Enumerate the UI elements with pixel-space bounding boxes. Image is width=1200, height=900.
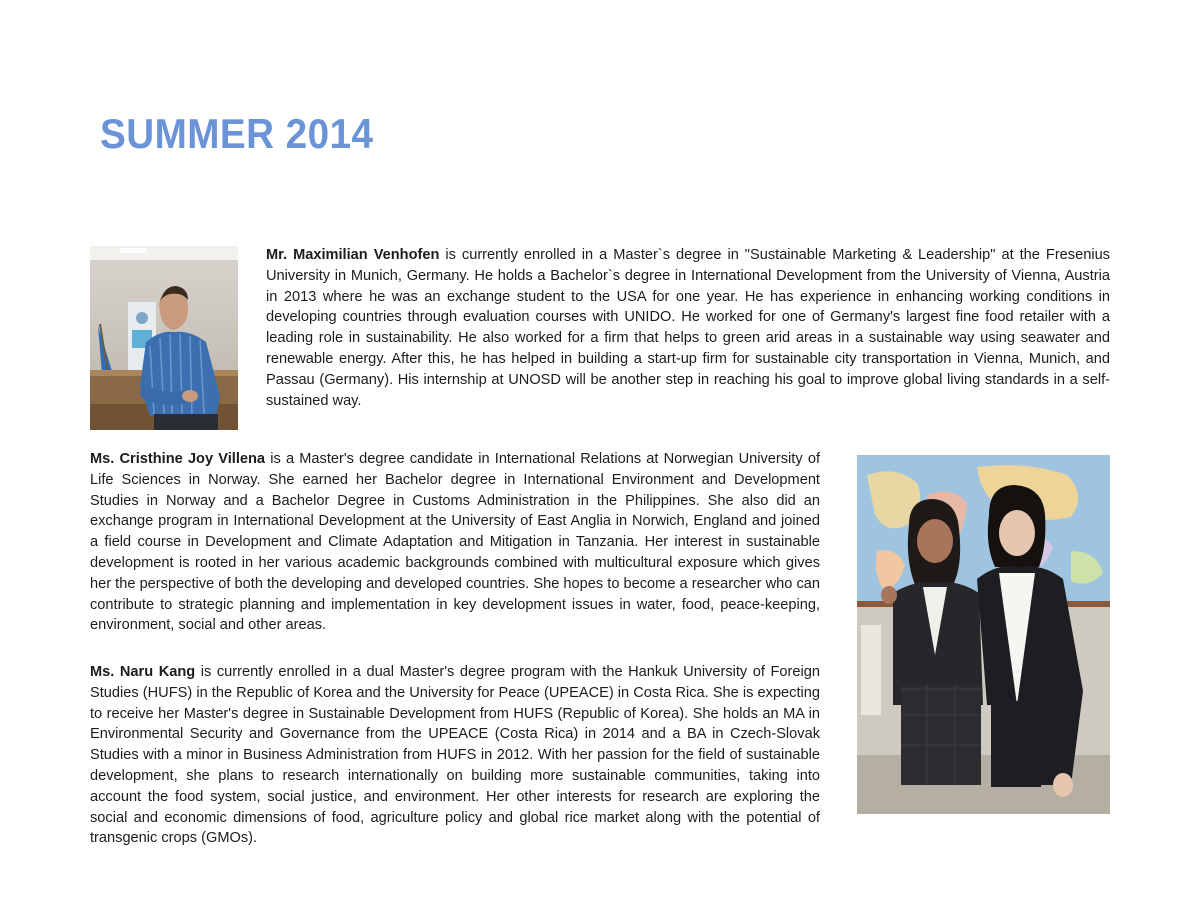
portrait-photo-venhofen: [90, 246, 238, 430]
bio-name: Ms. Naru Kang: [90, 664, 196, 680]
bio-name: Ms. Cristhine Joy Villena: [90, 451, 266, 467]
page-title: SUMMER 2014: [100, 110, 374, 157]
bio-kang: [90, 662, 820, 849]
bio-villena: [90, 449, 820, 636]
bio-body: is currently enrolled in a Master`s degree in "Sustainable Marketing & Leadership" at the Fresenius University in Munich, Germany. He holds a Bachelor`s degree in International Development from the University of Vienna, Austria in 2013 where he was an exchange student to the USA for one year. He has experience in enhancing working conditions in developing countries through evaluation courses with UNIDO. He worked for one of Germany's largest fine food retailer with a leading role in sustainability. He also worked for a firm that helps to green arid areas in a sustainable way using seawater and renewable energy. After this, he has helped in building a start-up firm for sustainable city transportation in Vienna, Munich, and Passau (Germany). His internship at UNOSD will be another step in reaching his goal to improve global living standards in a self-sustained way.: [266, 247, 1110, 409]
bio-name: Mr. Maximilian Venhofen: [266, 247, 440, 263]
portrait-photo-villena-kang: [857, 455, 1110, 814]
bio-body: is currently enrolled in a dual Master's degree program with the Hankuk University of Foreign Studies (HUFS) in the Republic of Korea and the University for Peace (UPEACE) in Costa Rica. She is expecting to receive her Master's degree in Sustainable Development from HUFS (Republic of Korea). She holds an MA in Environmental Security and Governance from the UPEACE (Costa Rica) in 2014 and a BA in Czech-Slovak Studies with a minor in Business Administration from HUFS in 2012. With her passion for the field of sustainable development, she plans to research internationally on building more sustainable communities, taking into account the food system, social justice, and environment. Her other interests for research are exploring the social and economic dimensions of food, agriculture policy and global rice market along with the potential of transgenic crops (GMOs).: [90, 664, 820, 847]
bio-body: is a Master's degree candidate in International Relations at Norwegian University of Life Sciences in Norway. She earned her Bachelor degree in International Environment and Development Studies in Norway and a Bachelor Degree in Customs Administration in the Philippines. She also did an exchange program in International Development at the University of East Anglia in Norwich, England and joined a field course in Development and Climate Adaptation and Mitigation in Tanzania. Her interest in sustainable development is rooted in her various academic backgrounds combined with multicultural exposure which gives her the perspective of both the developing and developed countries. She hopes to become a researcher who can contribute to strategic planning and implementation in key development issues in water, food, peace-keeping, environment, social and other areas.: [90, 451, 821, 634]
bio-venhofen: [266, 245, 1110, 411]
